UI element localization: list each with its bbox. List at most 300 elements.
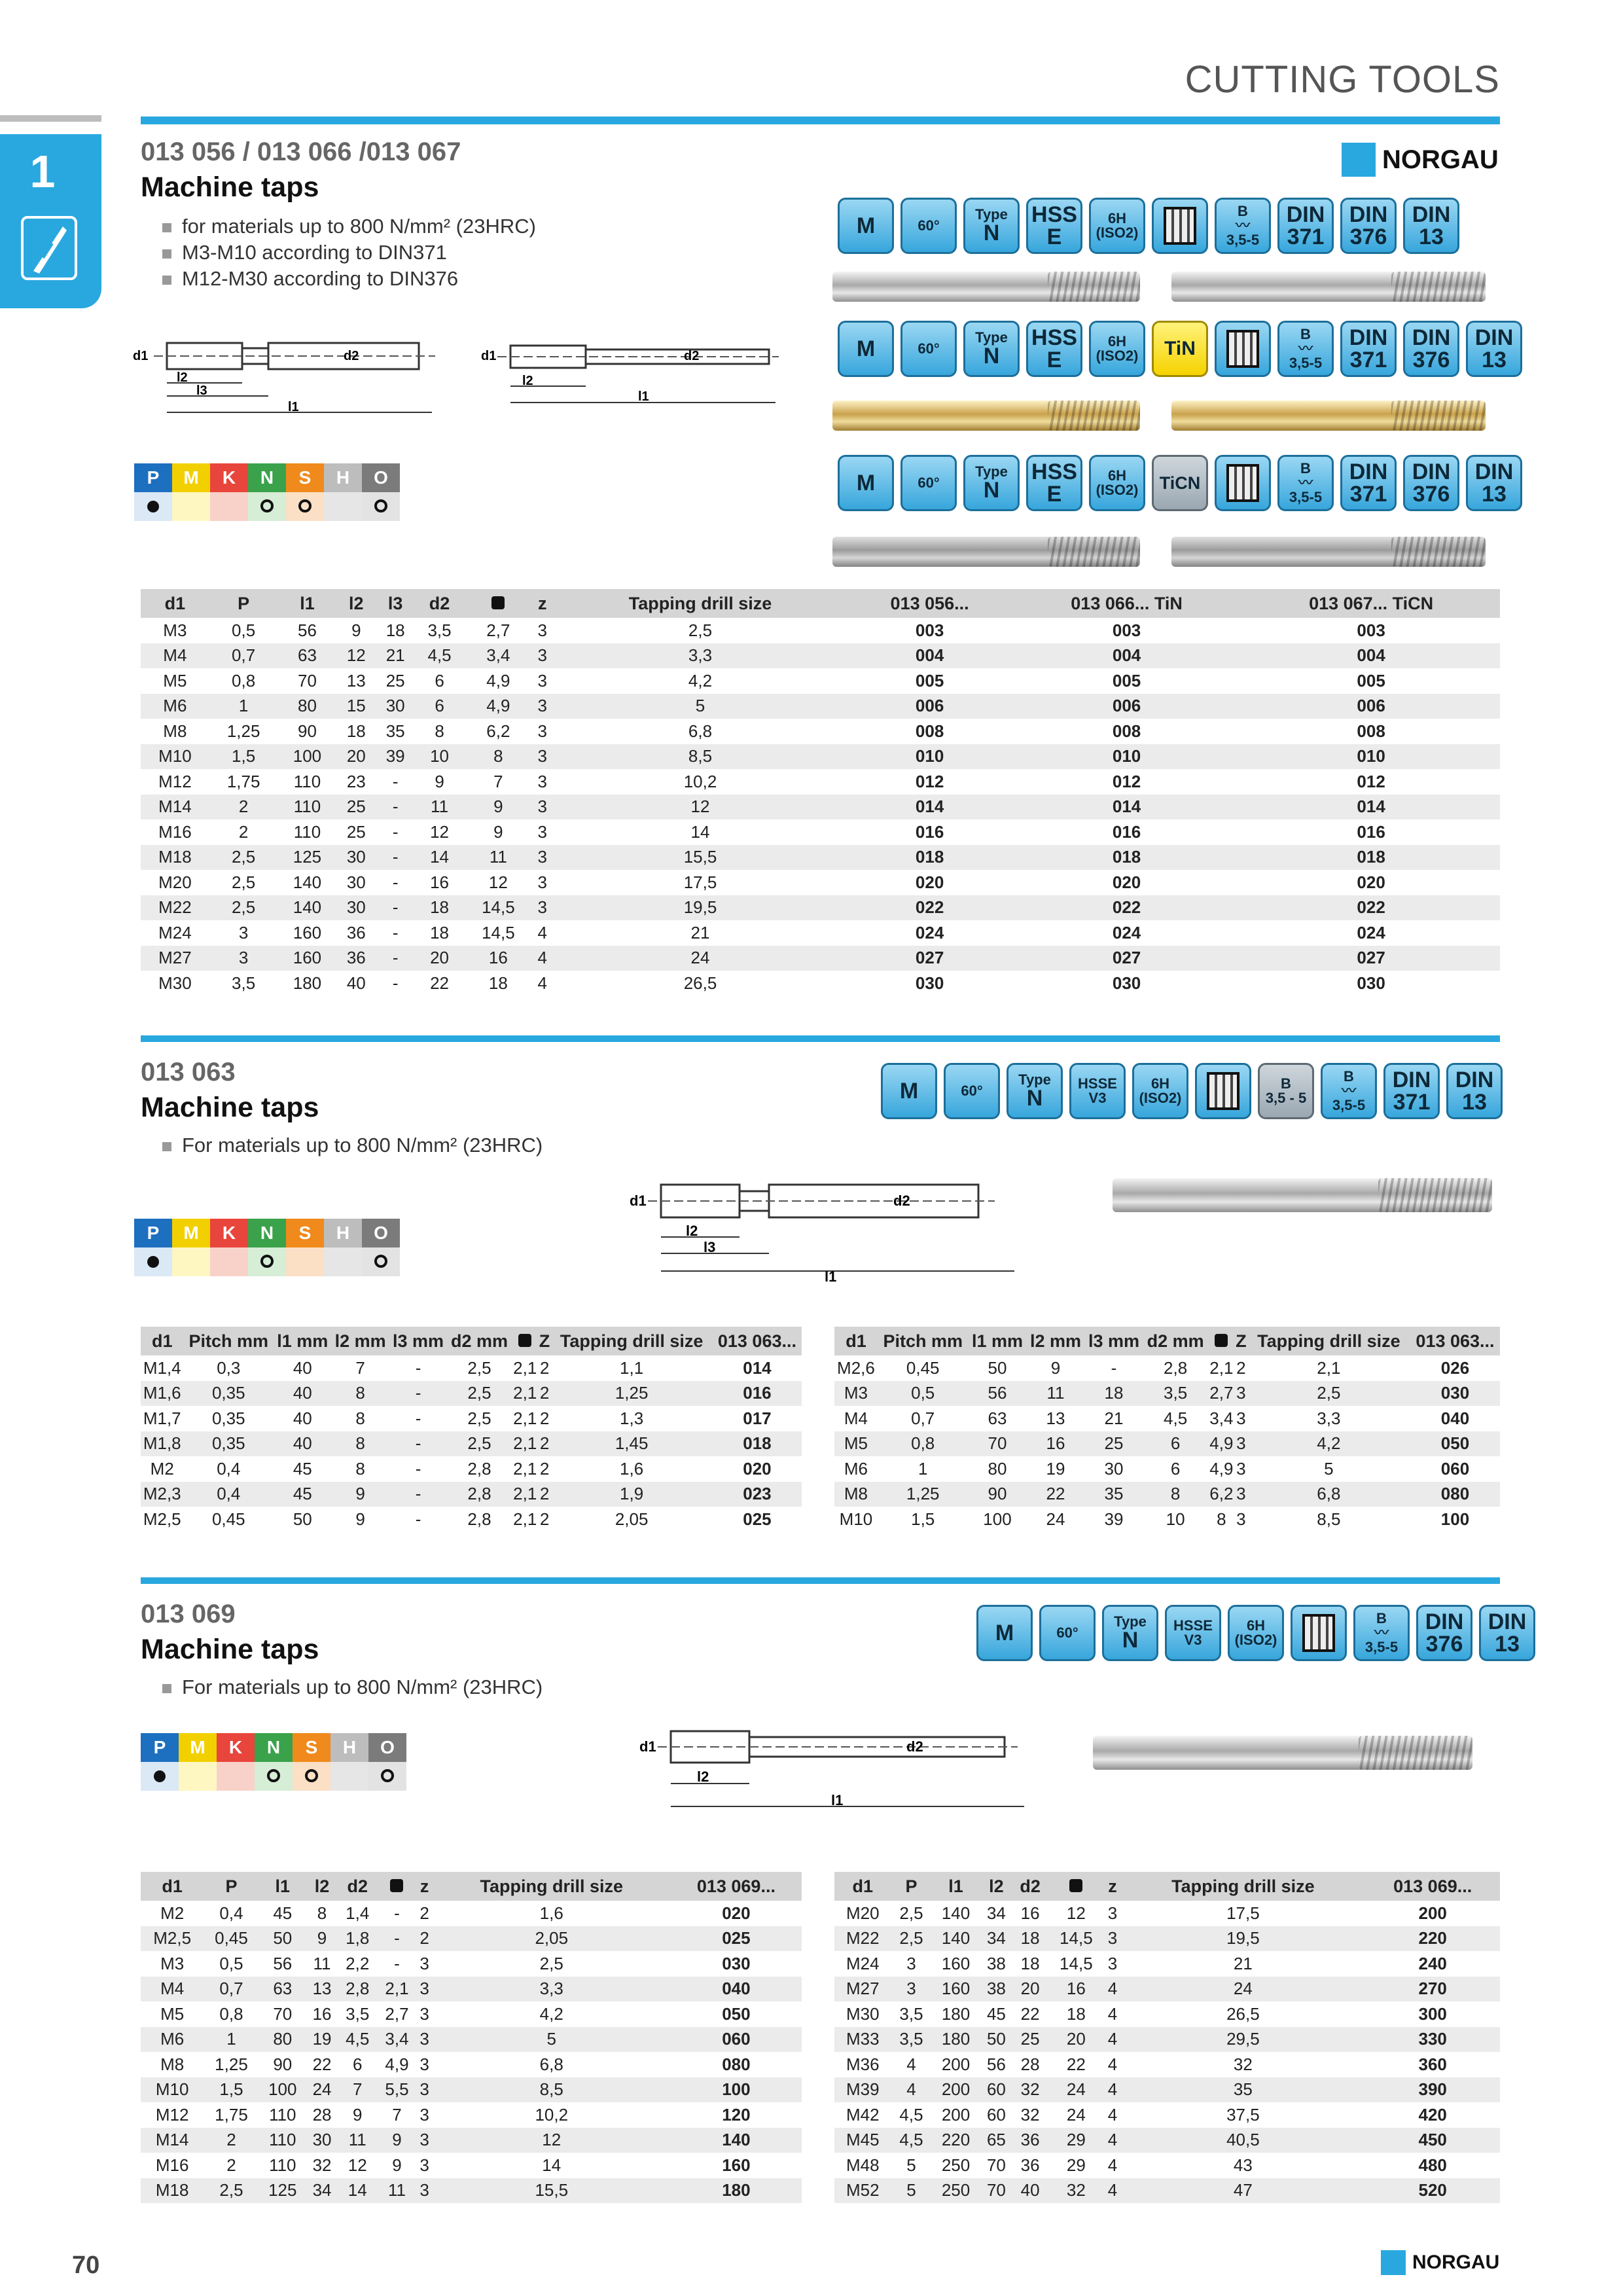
table-cell: 040 (671, 1977, 802, 2002)
table-cell: M3 (834, 1381, 878, 1407)
table-cell: 21 (1104, 1408, 1124, 1428)
table-row (141, 643, 1500, 669)
table-cell: - (376, 795, 415, 820)
table-cell: 2,1 (377, 1977, 416, 2002)
table-cell: M10 (141, 744, 209, 770)
table-cell: M39 (834, 2077, 891, 2103)
table-cell: 39 (1104, 1509, 1124, 1529)
table-cell: 0,45 (211, 1509, 245, 1529)
column-header: d1 (141, 1872, 204, 1901)
table-cell: 004 (848, 643, 1011, 669)
table-cell: 2 (226, 2155, 236, 2175)
table-cell: 2,5 (204, 2178, 259, 2204)
table-cell: 63 (278, 643, 337, 669)
column-header: l3 mm (389, 1327, 447, 1355)
table-cell: 110 (259, 2128, 306, 2153)
table-cell: 22 (312, 2054, 332, 2074)
table-cell: 3 (417, 2178, 433, 2204)
table-cell: 3 (1235, 1482, 1247, 1507)
table-cell: 2,5 (209, 845, 278, 870)
table-cell: 50 (980, 2027, 1012, 2053)
thread-angle-badge: 60° (944, 1063, 1000, 1119)
table-cell: 050 (722, 2003, 751, 2024)
table-cell: 390 (1365, 2077, 1500, 2103)
column-header: Tapping drill size (552, 589, 849, 618)
table-cell: 11 (464, 845, 533, 870)
table-cell: 50 (259, 1926, 306, 1952)
table-cell: 40 (293, 1408, 312, 1428)
table-row (141, 1431, 802, 1457)
table-cell: 3,3 (552, 643, 849, 669)
table-cell: 030 (1357, 973, 1385, 993)
table-cell: 80 (988, 1458, 1007, 1479)
table-cell: 5 (433, 2027, 671, 2053)
table-cell: 120 (722, 2104, 751, 2125)
table-cell: 36 (346, 922, 366, 942)
table-cell: 45 (273, 1903, 293, 1923)
table-cell: 4 (906, 2054, 916, 2074)
table-cell: 1,4 (346, 1903, 370, 1923)
tolerance-badge: 6H (ISO2) (1132, 1063, 1188, 1119)
table-row (834, 1951, 1500, 1977)
table-cell: 3 (1105, 1926, 1121, 1952)
table-cell: 14,5 (482, 922, 515, 942)
table-cell: 125 (278, 845, 337, 870)
table-cell: 3,3 (1317, 1408, 1341, 1428)
table-cell: 0,4 (183, 1482, 274, 1507)
table-cell: 2,5 (447, 1431, 512, 1457)
table-cell: 3 (1107, 1903, 1118, 1923)
table-cell: 32 (1020, 2104, 1040, 2125)
table-cell: M42 (846, 2104, 880, 2125)
svg-text:l3: l3 (196, 384, 207, 398)
table-cell: 4,2 (539, 2003, 563, 2024)
table-cell: 13 (1046, 1408, 1065, 1428)
table-cell: 2,1 (513, 1408, 537, 1428)
type-badge: Type N (1007, 1063, 1063, 1119)
table-row (834, 1901, 1500, 1926)
table-row (141, 744, 1500, 770)
iso-letter-h: H (324, 463, 362, 492)
table-cell: 140 (941, 1903, 971, 1923)
table-cell: 022 (1011, 895, 1242, 921)
table-cell: 2,1 (512, 1482, 539, 1507)
column-header: d1 (141, 1327, 183, 1355)
table-cell: 2,5 (467, 1357, 491, 1378)
table-cell: - (376, 946, 415, 971)
table-cell: 4 (1107, 2104, 1118, 2125)
table-cell: 0,4 (217, 1458, 241, 1479)
table-cell: 29 (1066, 2155, 1086, 2175)
table-cell: 008 (1357, 721, 1385, 741)
table-cell: 6,2 (486, 721, 510, 741)
table-cell: 3 (537, 821, 547, 842)
tolerance-badge: 6H (ISO2) (1089, 321, 1145, 377)
table-cell: 1,5 (911, 1509, 935, 1529)
table-cell: 13 (306, 1977, 338, 2002)
table-cell: 8 (355, 1458, 365, 1479)
chapter-number: 1 (29, 146, 56, 197)
table-cell: 47 (1120, 2178, 1365, 2204)
table-cell: 2 (539, 1458, 550, 1479)
table-cell: 3 (238, 922, 249, 942)
table-cell: 0,3 (217, 1357, 241, 1378)
table-cell: 36 (1020, 2155, 1040, 2175)
column-header: l1 mm (969, 1327, 1027, 1355)
table-cell: 18 (488, 973, 508, 993)
table-cell: 19,5 (1120, 1926, 1365, 1952)
iso-letter-p: P (134, 1219, 172, 1247)
table-cell: 0,5 (232, 620, 256, 640)
table-cell: 1,8 (338, 1926, 377, 1952)
table-cell: 14 (690, 821, 710, 842)
table-cell: 24 (1120, 1977, 1365, 2002)
column-header: 013 069... (671, 1872, 802, 1901)
table-row (834, 1482, 1500, 1507)
material-badge: HSS E (1026, 198, 1082, 254)
column-header: l1 (278, 589, 337, 618)
table-row (834, 2027, 1500, 2053)
table-cell: M20 (846, 1903, 880, 1923)
s2-material-table (134, 1219, 400, 1276)
table-cell: M20 (158, 872, 192, 892)
filled-dot-icon (147, 501, 159, 512)
table-cell: 0,7 (204, 1977, 259, 2002)
table-cell: 004 (1011, 643, 1242, 669)
din-13-badge: DIN 13 (1479, 1605, 1535, 1661)
table-cell: 060 (1440, 1458, 1470, 1479)
table-cell: 18 (1020, 1953, 1040, 1973)
table-row (141, 1406, 802, 1431)
table-cell: 40 (1012, 2178, 1048, 2204)
table-cell: M30 (846, 2003, 880, 2024)
table-cell: 3 (533, 643, 552, 669)
din-371-badge: DIN 371 (1277, 198, 1334, 254)
table-cell: 2,5 (209, 895, 278, 921)
table-cell: 3 (533, 895, 552, 921)
table-cell: 2,7 (486, 620, 510, 640)
table-row (834, 1977, 1500, 2002)
table-cell: M6 (141, 2027, 204, 2053)
column-header: d1 (141, 589, 209, 618)
through-hole-badge (1195, 1063, 1251, 1119)
table-cell: 14,5 (464, 895, 533, 921)
table-cell: 13 (346, 670, 366, 691)
table-cell: M36 (846, 2054, 880, 2074)
iso-suitability-k (210, 492, 248, 521)
table-cell: 50 (988, 1357, 1007, 1378)
table-cell: 2 (539, 1357, 550, 1378)
table-cell: 1,25 (215, 2054, 248, 2074)
table-cell: 4 (533, 946, 552, 971)
bullet: For materials up to 800 N/mm² (23HRC) (162, 1132, 543, 1158)
svg-text:l1: l1 (638, 389, 649, 404)
table-cell: 100 (278, 744, 337, 770)
s2-bullets (162, 1132, 543, 1158)
table-row (141, 694, 1500, 719)
table-cell: - (392, 821, 399, 842)
table-cell: 2,8 (467, 1509, 491, 1529)
table-cell: 3 (417, 2128, 433, 2153)
table-cell: 4,5 (1164, 1408, 1188, 1428)
table-row (834, 1355, 1500, 1381)
table-row (141, 2052, 802, 2077)
table-cell: 9 (353, 2104, 363, 2125)
table-row (141, 1381, 802, 1407)
table-cell: 2 (419, 1903, 429, 1923)
table-cell: 2,8 (447, 1482, 512, 1507)
table-cell: 180 (293, 973, 322, 993)
column-header: Pitch mm (183, 1327, 274, 1355)
table-cell: 3 (419, 2104, 429, 2125)
open-dot-icon (267, 1769, 280, 1782)
table-cell: 32 (1012, 2077, 1048, 2103)
table-cell: 014 (1011, 795, 1242, 820)
table-row (141, 1507, 802, 1532)
table-cell: 12 (348, 2155, 367, 2175)
table-cell: 30 (336, 895, 376, 921)
table-cell: 2 (539, 1381, 551, 1407)
table-cell: 3 (1236, 1408, 1246, 1428)
table-row (141, 2178, 802, 2204)
iso-letter-s: S (293, 1733, 330, 1762)
s2-code: 013 063 (141, 1058, 236, 1086)
table-cell: 3 (417, 1977, 433, 2002)
column-header: l3 (376, 589, 415, 618)
table-cell: 70 (969, 1431, 1027, 1457)
svg-text:l1: l1 (831, 1792, 844, 1808)
table-cell: 70 (986, 2155, 1006, 2175)
table-cell: 24 (1066, 2104, 1086, 2125)
table-cell: 006 (1011, 694, 1242, 719)
table-row (141, 1355, 802, 1381)
table-cell: M45 (834, 2128, 891, 2153)
table-cell: 21 (376, 643, 415, 669)
table-cell: 160 (941, 1953, 971, 1973)
table-cell: 4,9 (1208, 1431, 1235, 1457)
footer-norgau-logo: NORGAU (1381, 2250, 1499, 2275)
table-cell: 12 (552, 795, 849, 820)
table-cell: 3,5 (899, 2003, 923, 2024)
table-cell: 39 (376, 744, 415, 770)
table-cell: 34 (980, 1926, 1012, 1952)
table-cell: 24 (1048, 2077, 1105, 2103)
table-cell: 11 (1027, 1381, 1085, 1407)
table-cell: 6 (415, 694, 464, 719)
s1-badges-row3 (838, 455, 1522, 511)
table-cell: 012 (1112, 771, 1141, 791)
table-cell: M5 (834, 1431, 878, 1457)
table-cell: 020 (743, 1458, 772, 1479)
bullet: for materials up to 800 N/mm² (23HRC) (162, 213, 536, 240)
table-cell: 0,8 (232, 670, 256, 691)
table-cell: 2,1 (512, 1381, 539, 1407)
table-cell: 2,1 (512, 1431, 539, 1457)
s1-data-table (141, 589, 1500, 996)
table-cell: 8 (355, 1408, 365, 1428)
table-cell: 005 (1112, 670, 1141, 691)
table-cell: 5,5 (377, 2077, 416, 2103)
table-cell: 70 (297, 670, 317, 691)
table-cell: - (415, 1458, 421, 1479)
column-header: P (891, 1872, 932, 1901)
table-cell: M1,8 (141, 1431, 183, 1457)
s3-tap-image (1093, 1736, 1472, 1770)
table-cell: 4 (1107, 2003, 1118, 2024)
iso-suitability-o (362, 492, 400, 521)
table-cell: 020 (915, 872, 944, 892)
table-cell: 40 (346, 973, 366, 993)
table-cell: 006 (848, 694, 1011, 719)
column-header: Z (1235, 1327, 1247, 1355)
table-cell: 0,35 (183, 1431, 274, 1457)
table-cell: 9 (1050, 1357, 1061, 1378)
table-cell: 2,5 (688, 620, 713, 640)
column-header: d2 (1012, 1872, 1048, 1901)
table-cell: 2,8 (338, 1977, 377, 2002)
table-cell: 160 (931, 1977, 980, 2002)
table-cell: 90 (273, 2054, 293, 2074)
table-cell: 360 (1418, 2054, 1447, 2074)
table-cell: 8,5 (552, 744, 849, 770)
table-cell: 2 (539, 1482, 551, 1507)
table-cell: 56 (969, 1381, 1027, 1407)
column-header: d1 (834, 1327, 878, 1355)
table-cell: 6,8 (539, 2054, 563, 2074)
table-row (834, 1406, 1500, 1431)
table-cell: 32 (1048, 2178, 1105, 2204)
iso-letter-k: K (217, 1733, 255, 1762)
table-cell: 180 (941, 2003, 971, 2024)
table-cell: 027 (1011, 946, 1242, 971)
table-cell: 0,8 (878, 1431, 969, 1457)
table-cell: 20 (336, 744, 376, 770)
table-cell: 026 (1440, 1357, 1470, 1378)
svg-text:d1: d1 (133, 349, 149, 363)
square-shank-icon (1215, 1334, 1228, 1347)
table-cell: 24 (306, 2077, 338, 2103)
page-number: 70 (72, 2251, 100, 2279)
table-cell: 016 (713, 1381, 802, 1407)
table-cell: 2,1 (513, 1509, 537, 1529)
table-cell: 1,25 (226, 721, 260, 741)
s3-code: 013 069 (141, 1600, 236, 1628)
table-cell: 160 (278, 946, 337, 971)
table-cell: 2,05 (433, 1926, 671, 1952)
column-header: P (204, 1872, 259, 1901)
section-divider (141, 1035, 1500, 1042)
table-cell: 1,6 (539, 1903, 563, 1923)
table-cell: 8 (1217, 1509, 1226, 1529)
column-header: d2 mm (1143, 1327, 1208, 1355)
table-cell: M4 (141, 643, 209, 669)
column-header: l2 (306, 1872, 338, 1901)
table-row (141, 971, 1500, 996)
iso-letter-p: P (134, 463, 172, 492)
table-cell: 43 (1233, 2155, 1253, 2175)
table-cell: 3,5 (346, 2003, 370, 2024)
table-cell: M8 (834, 1482, 878, 1507)
table-cell: 3 (417, 2027, 433, 2053)
table-cell: 21 (1233, 1953, 1253, 1973)
table-cell: 16 (312, 2003, 332, 2024)
table-cell: 005 (915, 670, 944, 691)
tap-image-tin-long (1171, 401, 1486, 431)
table-cell: M4 (141, 1977, 204, 2002)
table-cell: 18 (1012, 1926, 1048, 1952)
table-cell: 45 (293, 1458, 312, 1479)
table-cell: 25 (346, 821, 366, 842)
iso-suitability-p (134, 1247, 172, 1276)
table-cell: 26,5 (683, 973, 717, 993)
table-cell: 3 (419, 2054, 429, 2074)
table-row (141, 719, 1500, 744)
table-cell: - (415, 1509, 421, 1529)
table-cell: 7 (338, 2077, 377, 2103)
table-cell: 3 (1236, 1509, 1246, 1529)
table-cell: 17,5 (683, 872, 717, 892)
table-cell: 2,5 (447, 1381, 512, 1407)
table-cell: 4,5 (415, 643, 464, 669)
table-cell: 32 (312, 2155, 332, 2175)
iso-suitability-h (330, 1762, 368, 1791)
table-cell: 19,5 (552, 895, 849, 921)
table-cell: 80 (278, 694, 337, 719)
table-cell: 3 (1107, 1953, 1118, 1973)
table-cell: 110 (293, 821, 321, 842)
svg-text:l2: l2 (522, 374, 533, 388)
table-cell: 9 (464, 795, 533, 820)
table-cell: 1 (209, 694, 278, 719)
table-cell: M3 (160, 1953, 185, 1973)
table-cell: 017 (743, 1408, 772, 1428)
section-divider (141, 1577, 1500, 1584)
table-cell: M4 (844, 1408, 868, 1428)
table-cell: 005 (1357, 670, 1385, 691)
table-cell: 024 (1112, 922, 1141, 942)
table-cell: 9 (392, 2155, 402, 2175)
iso-letter-p: P (141, 1733, 179, 1762)
column-header: z (417, 1872, 433, 1901)
table-cell: 2,8 (1164, 1357, 1188, 1378)
table-cell: 0,45 (204, 1926, 259, 1952)
table-row (834, 1381, 1500, 1407)
table-cell: 1,5 (204, 2077, 259, 2103)
iso-letter-n: N (248, 463, 286, 492)
column-header: d2 (415, 589, 464, 618)
table-cell: 4 (1105, 2178, 1121, 2204)
table-row (141, 1977, 802, 2002)
table-cell: M27 (141, 946, 209, 971)
table-cell: 004 (1242, 643, 1500, 669)
open-dot-icon (381, 1769, 394, 1782)
table-cell: 3,5 (427, 620, 452, 640)
tap-image-tin (832, 401, 1140, 431)
table-cell: 0,4 (219, 1903, 243, 1923)
iso-suitability-n (248, 1247, 286, 1276)
table-cell: M2,5 (141, 1926, 204, 1952)
table-cell: 022 (1242, 895, 1500, 921)
s2-drawing (622, 1152, 1027, 1283)
table-cell: 45 (274, 1482, 331, 1507)
table-cell: 11 (415, 795, 464, 820)
svg-text:d2: d2 (684, 349, 700, 363)
table-row (834, 2102, 1500, 2128)
tap-image-uncoated (832, 272, 1140, 302)
table-cell: M48 (846, 2155, 880, 2175)
s3-bullets (162, 1674, 543, 1700)
table-cell: 250 (941, 2155, 971, 2175)
